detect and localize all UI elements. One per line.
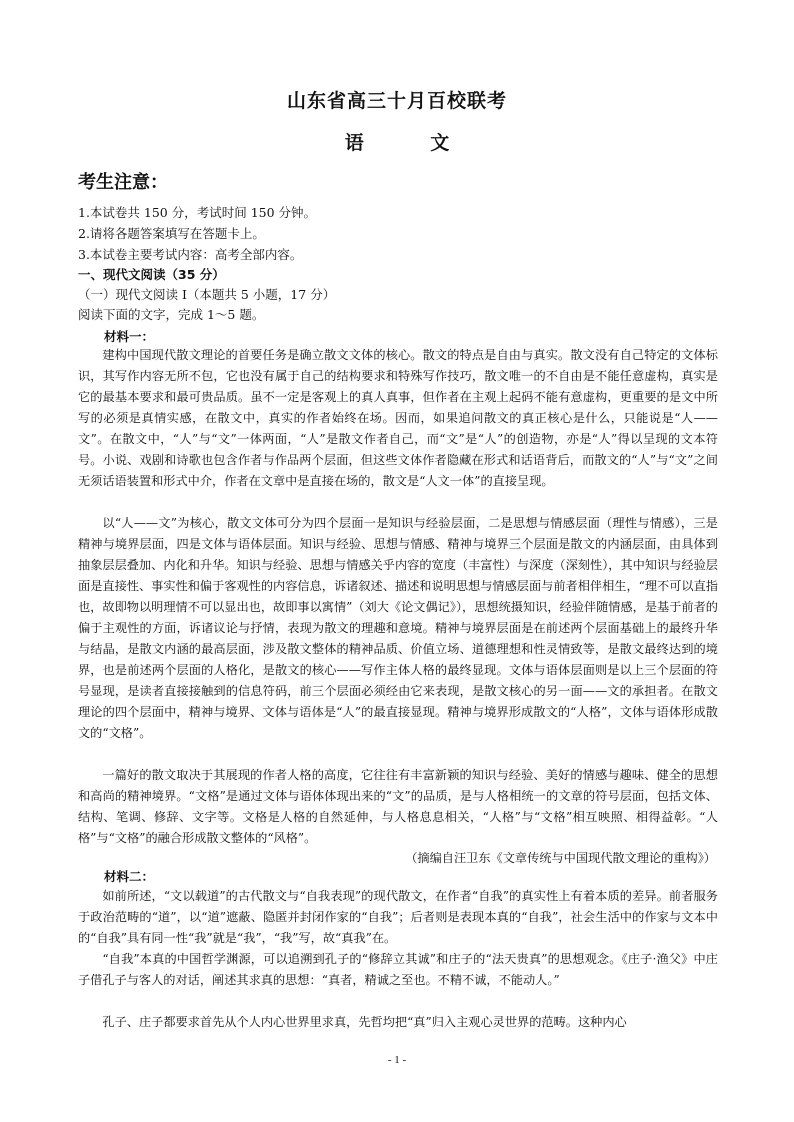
material-2-paragraph: 如前所述，“文以载道”的古代散文与“自我表现”的现代散文，在作者“自我”的真实性上有着本质的差异。前者服务于政治范畴的“道”，以“道”遮蔽、隐匿并封闭作家的“自我”；后者则是表现本真的“自我”，社会生活中的作家与文本中的“自我”具有同一性“我”就是“我”，“我”写，故“真我”在。: [78, 889, 718, 945]
material-1-paragraph: 一篇好的散文取决于其展现的作者人格的高度，它往往有丰富新颖的知识与经验、美好的情感与趣味、健全的思想和高尚的精神境界。“文格”是通过文体与语体体现出来的“文”的品质，是与人格相统一的文章的符号层面，包括文体、结构、笔调、修辞、文字等。文格是人格的自然延伸，与人格息息相关，“人格”与“文格”相互映照、相得益彰。“人格”与“文格”的融合形成散文整体的“风格”。: [78, 768, 718, 845]
material-2-label: 材料二：: [104, 869, 155, 884]
notice-item-2: 2.请将各题答案填写在答题卡上。: [78, 226, 265, 241]
reading-instruction: 阅读下面的文字，完成 1～5 题。: [78, 307, 265, 322]
material-2-paragraph: 孔子、庄子都要求首先从个人内心世界里求真，先哲均把“真”归入主观心灵世界的范畴。这种内心: [102, 1015, 627, 1029]
section-subheading: （一）现代文阅读 I（本题共 5 小题，17 分）: [78, 287, 336, 302]
material-1-label: 材料一：: [104, 329, 155, 344]
material-1-source: （摘编自汪卫东《文章传统与中国现代散文理论的重构》）: [405, 851, 716, 865]
material-1-paragraph: 建构中国现代散文理论的首要任务是确立散文文体的核心。散文的特点是自由与真实。散文没有自己特定的文体标识，其写作内容无所不包，它也没有属于自己的结构要求和特殊写作技巧，散文唯一的不自由是不能任意虚构，真实是它的最基本要求和最可贵品质。虽不一定是客观上的真人真事，但作者在主观上起码不能有意虚构，更重要的是文中所写的必须是真情实感，在散文中，真实的作者始终在场。因而，如果追问散文的真正核心是什么，只能说是“人——文”。在散文中，“人”与“文”一体两面，“人”是散文作者自己，而“文”是“人”的创造物，亦是“人”得以呈现的文本符号。小说、戏剧和诗歌也包含作者与作品两个层面，但这些文体作者隐藏在形式和话语背后，而散文的“人”与“文”之间无须话语装置和形式中介，作者在文章中是直接在场的，散文是“人文一体”的直接呈现。: [78, 348, 718, 488]
notice-heading: 考生注意：: [78, 172, 168, 193]
notice-item-1: 1.本试卷共 150 分，考试时间 150 分钟。: [78, 205, 317, 220]
notice-item-3: 3.本试卷主要考试内容：高考全部内容。: [78, 247, 303, 262]
exam-title: 山东省高三十月百校联考: [286, 90, 507, 112]
subject-title: 语 文: [344, 132, 480, 154]
material-2-paragraph: “自我”本真的中国哲学渊源，可以追溯到孔子的“修辞立其诚”和庄子的“法天贵真”的思想观念。《庄子·渔父》中庄子借孔子与客人的对话，阐述其求真的思想：“真者，精诚之至也。不精不诚，不能动人。”: [78, 952, 718, 987]
page-number: - 1 -: [387, 1054, 407, 1066]
section-heading: 一、现代文阅读（35 分）: [78, 267, 225, 282]
material-1-paragraph: 以“人——文”为核心，散文文体可分为四个层面一是知识与经验层面，二是思想与情感层面（理性与情感），三是精神与境界层面，四是文体与语体层面。知识与经验、思想与情感、精神与境界三个层面是散文的内涵层面，由具体到抽象层层叠加、内化和升华。知识与经验、思想与情感关乎内容的宽度（丰富性）与深度（深刻性），其中知识与经验层面是直接性、事实性和偏于客观性的内容信息，诉诸叙述、描述和说明思想与情感层面与前者相伴相生，“理不可以直指也，故即物以明理情不可以显出也，故即事以寓情”（刘大《论文偶记》），思想统摄知识，经验伴随情感，是基于前者的偏于主观性的方面，诉诸议论与抒情，表现为散文的理趣和意境。精神与境界层面是在前述两个层面基础上的最终升华与结晶，是散文内涵的最高层面，涉及散文整体的精神品质、价值立场、道德理想和性灵情致等，是散文最终达到的境界，也是前述两个层面的人格化，是散文的核心——写作主体人格的最终显现。文体与语体层面则是以上三个层面的符号显现，是读者直接接触到的信息符码，前三个层面必须经由它来表现，是散文核心的另一面——文的承担者。在散文理论的四个层面中，精神与境界、文体与语体是“人”的最直接显现。精神与境界形成散文的“人格”，文体与语体形成散文的“文格”。: [78, 516, 718, 740]
